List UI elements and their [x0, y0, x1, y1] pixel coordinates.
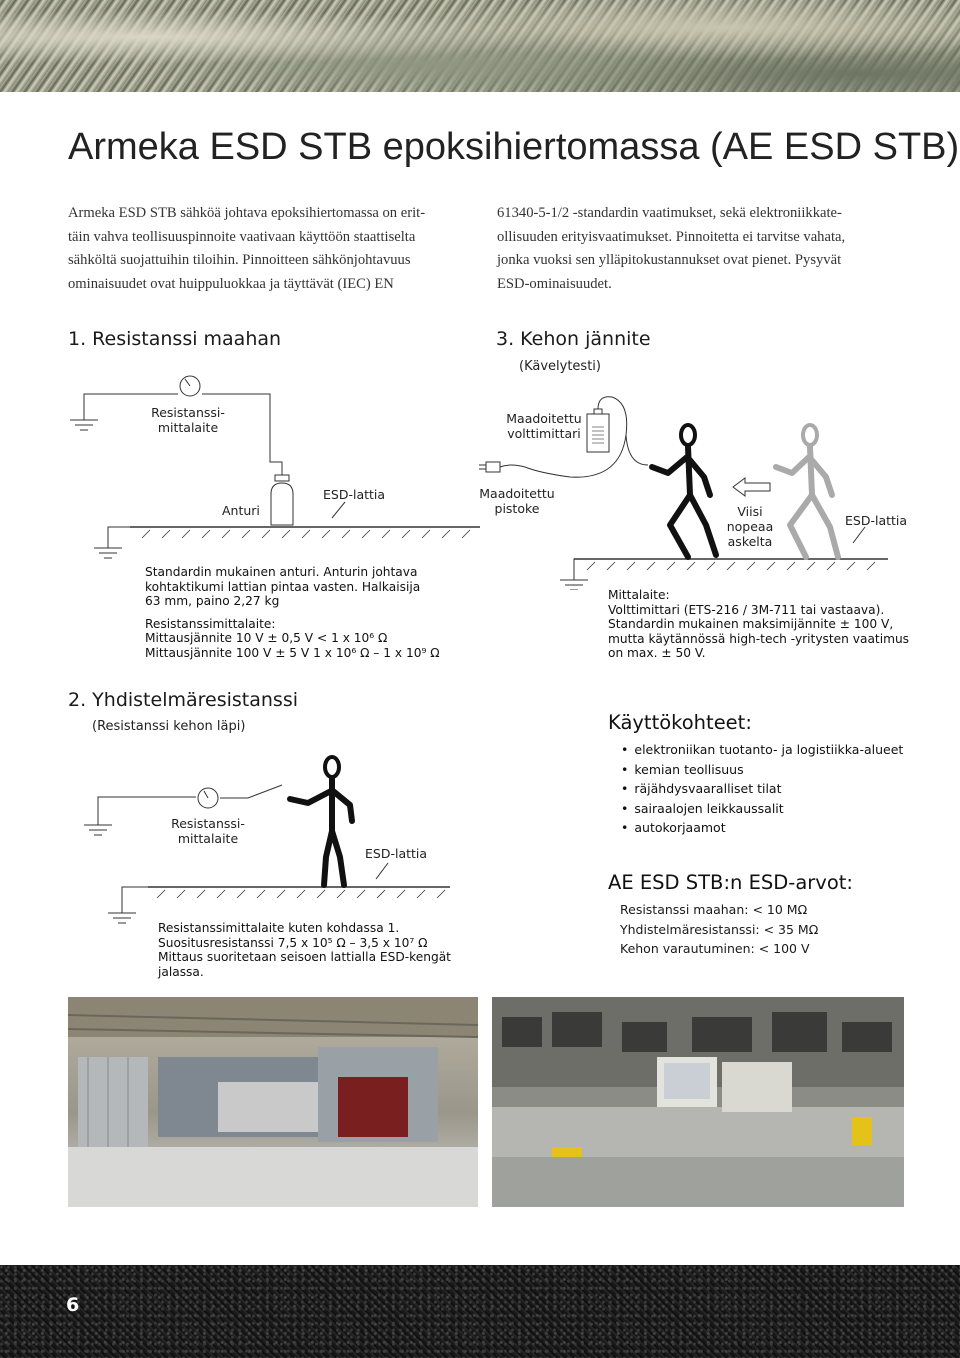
- section3-notes: Mittalaite: Volttimittari (ETS-216 / 3M-711 tai vastaava). Standardin mukainen maksimijännite ± 100 V, mutta käytännössä high-tech -yritysten vaatimus on max. ± 50 V.: [608, 588, 910, 660]
- intro-line: ESD-ominaisuudet.: [497, 275, 612, 292]
- standing-person-icon: [290, 757, 352, 885]
- header-banner-image: [0, 0, 960, 92]
- section1-diagram: [60, 370, 480, 585]
- floor-pointer: [332, 502, 345, 518]
- footer-band: [0, 1265, 960, 1358]
- walking-person-ghost-icon: [776, 425, 838, 557]
- section3-heading: 3. Kehon jännite: [496, 328, 651, 350]
- voltmeter-label: Maadoitettu volttimittari: [506, 411, 582, 441]
- step-label: Viisi nopeaa askelta: [726, 504, 774, 549]
- meter-label: Resistanssi- mittalaite: [171, 816, 245, 846]
- section1-heading: 1. Resistanssi maahan: [68, 328, 282, 350]
- lab-photo: [492, 997, 904, 1207]
- esd-value: Yhdistelmäresistanssi: < 35 MΩ: [620, 921, 819, 937]
- intro-line: Armeka ESD STB sähköä johtava epoksihiertomassa on erit-: [68, 205, 426, 221]
- meter-wire: [220, 785, 282, 798]
- list-item: • sairaalojen leikkaussalit: [621, 801, 903, 821]
- intro-right-column: [497, 202, 911, 296]
- walking-person-icon: [652, 425, 716, 557]
- plug-icon: [486, 462, 500, 472]
- uses-heading: Käyttökohteet:: [608, 711, 752, 734]
- direction-arrow-icon: [733, 478, 770, 496]
- voltmeter-icon: [587, 414, 609, 452]
- intro-line: jonka vuoksi sen ylläpitokustannukset ovat pienet. Pysyvät: [497, 252, 842, 268]
- intro-line: sähköltä suojattuihin tiloihin. Pinnoitteen sähkönjohtavuus: [68, 252, 411, 268]
- sensor-icon: [271, 483, 293, 525]
- esd-value: Resistanssi maahan: < 10 MΩ: [620, 902, 808, 917]
- section1-notes: Standardin mukainen anturi. Anturin johtava kohtaktikumi lattian pintaa vasten. Halkaisija 63 mm, paino 2,27 kg Resistanssimittalaite: Mittausjännite 10 V ± 0,5 V < 1 x 10⁶ Ω Mittausjännite 100 V ± 5 V 1 x 10⁶ Ω – 1 x 10⁹ Ω: [145, 565, 440, 660]
- floor-pointer: [853, 527, 865, 543]
- floor-pointer: [376, 863, 388, 879]
- sensor-knob: [275, 475, 289, 481]
- esd-value: Kehon varautuminen: < 100 V: [620, 941, 810, 956]
- floor-label: ESD-lattia: [365, 846, 428, 861]
- section3-subheading: (Kävelytesti): [519, 359, 601, 374]
- list-item: • kemian teollisuus: [621, 762, 903, 782]
- uses-list: [621, 742, 903, 840]
- sensor-label: Anturi: [222, 503, 260, 518]
- floor-label: ESD-lattia: [323, 487, 386, 502]
- hand-cable: [626, 435, 648, 465]
- list-item: • autokorjaamot: [621, 820, 903, 840]
- plug-label: Maadoitettu pistoke: [479, 486, 555, 516]
- meter-label: Resistanssi- mittalaite: [151, 405, 225, 435]
- intro-line: ominaisuudet ovat huippuluokkaa ja täyttävät (IEC) EN: [68, 275, 394, 292]
- intro-line: ollisuuden erityisvaatimukset. Pinnoitetta ei tarvitse vahata,: [497, 228, 846, 245]
- esd-values: [620, 900, 818, 959]
- section2-subheading: (Resistanssi kehon läpi): [92, 719, 246, 734]
- intro-left-column: [68, 202, 478, 296]
- floor-label: ESD-lattia: [845, 513, 908, 528]
- section2-diagram: [70, 745, 450, 930]
- factory-photo: [68, 997, 478, 1207]
- section2-notes: Resistanssimittalaite kuten kohdassa 1. Suositusresistanssi 7,5 x 10⁵ Ω – 3,5 x 10⁷ Ω Mittaus suoritetaan seisoen lattialla ESD-kengät jalassa.: [158, 921, 451, 979]
- page-title: Armeka ESD STB epoksihiertomassa (AE ESD STB): [68, 126, 960, 168]
- intro-line: 61340-5-1/2 -standardin vaatimukset, sekä elektroniikkate-: [497, 205, 842, 221]
- list-item: • elektroniikan tuotanto- ja logistiikka-alueet: [621, 742, 903, 762]
- intro-line: täin vahva teollisuuspinnoite vaativaan käyttöön staattiselta: [68, 228, 416, 245]
- esd-values-heading: AE ESD STB:n ESD-arvot:: [608, 871, 853, 894]
- list-item: • räjähdysvaaralliset tilat: [621, 781, 903, 801]
- section2-heading: 2. Yhdistelmäresistanssi: [68, 689, 298, 711]
- page-number: 6: [66, 1294, 80, 1316]
